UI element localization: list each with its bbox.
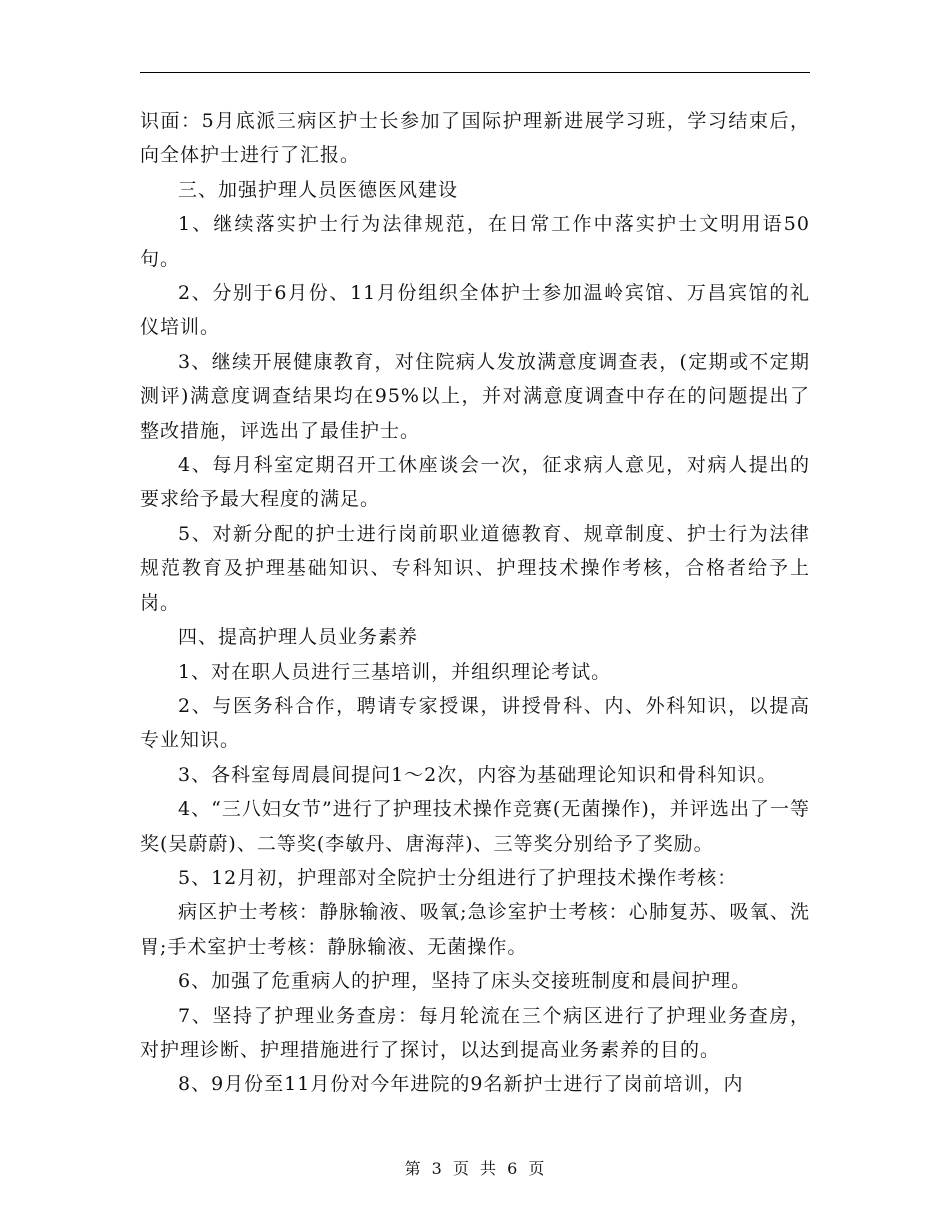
paragraph: 3、各科室每周晨间提问1～2次，内容为基础理论知识和骨科知识。 (178, 763, 778, 786)
page-number-footer: 第 3 页 共 6 页 (404, 1159, 546, 1178)
paragraph: 1、对在职人员进行三基培训，并组织理论考试。 (178, 660, 612, 683)
paragraph: 7、坚持了护理业务查房：每月轮流在三个病区进行了护理业务查房，对护理诊断、护理措施进行了探讨，以达到提高业务素养的目的。 (140, 1004, 810, 1061)
paragraph: 1、继续落实护士行为法律规范，在日常工作中落实护士文明用语50句。 (140, 213, 810, 270)
paragraph: 2、分别于6月份、11月份组织全体护士参加温岭宾馆、万昌宾馆的礼仪培训。 (140, 282, 810, 339)
header-rule (140, 72, 810, 73)
section-heading: 四、提高护理人员业务素养 (178, 626, 419, 649)
paragraph: 4、每月科室定期召开工休座谈会一次，征求病人意见，对病人提出的要求给予最大程度的满足。 (140, 454, 810, 511)
paragraph: 6、加强了危重病人的护理，坚持了床头交接班制度和晨间护理。 (178, 970, 752, 993)
section-heading: 三、加强护理人员医德医风建设 (178, 178, 459, 201)
paragraph: 4、“三八妇女节”进行了护理技术操作竞赛(无菌操作)，并评选出了一等奖(吴蔚蔚)、二等奖(李敏丹、唐海萍)、三等奖分别给予了奖励。 (140, 798, 810, 855)
paragraph: 5、12月初，护理部对全院护士分组进行了护理技术操作考核： (178, 866, 738, 889)
paragraph: 2、与医务科合作，聘请专家授课，讲授骨科、内、外科知识，以提高专业知识。 (140, 694, 810, 752)
document-body (140, 104, 810, 1102)
paragraph: 病区护士考核：静脉输液、吸氧;急诊室护士考核：心肺复苏、吸氧、洗胃;手术室护士考核：静脉输液、无菌操作。 (140, 901, 810, 958)
paragraph: 3、继续开展健康教育，对住院病人发放满意度调查表，(定期或不定期测评)满意度调查结果均在95%以上，并对满意度调查中存在的问题提出了整改措施，评选出了最佳护士。 (140, 350, 810, 442)
paragraph: 5、对新分配的护士进行岗前职业道德教育、规章制度、护士行为法律规范教育及护理基础知识、专科知识、护理技术操作考核，合格者给予上岗。 (140, 522, 810, 614)
paragraph: 识面：5月底派三病区护士长参加了国际护理新进展学习班，学习结束后，向全体护士进行了汇报。 (140, 110, 810, 167)
paragraph: 8、9月份至11月份对今年进院的9名新护士进行了岗前培训，内 (178, 1073, 744, 1096)
